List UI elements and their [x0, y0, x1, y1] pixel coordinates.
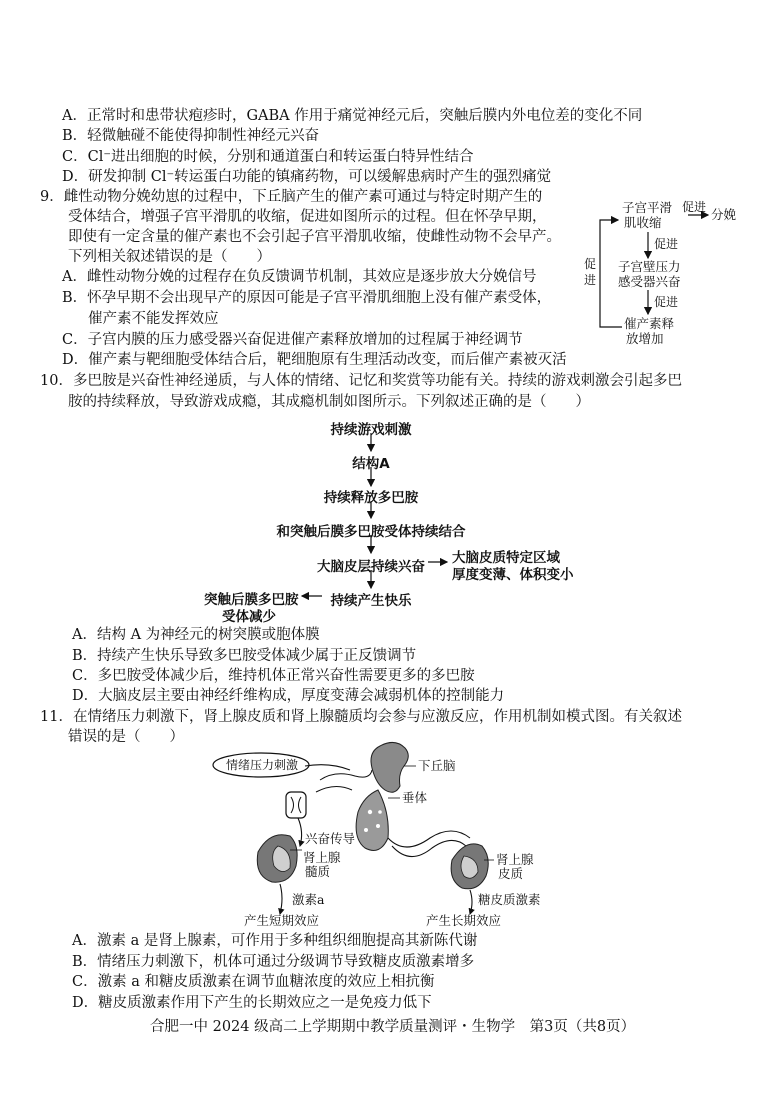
q9-stem-line4: 下列相关叙述错误的是（ ） — [68, 249, 271, 265]
q9-box1-line2: 肌收缩 — [624, 215, 662, 230]
q11-option-c: C．激素 a 和糖皮质激素在调节血糖浓度的效应上相抗衡 — [72, 974, 435, 990]
q9-box1-line1: 子宫平滑 — [622, 200, 673, 215]
q8-option-d: D．研发抑制 Cl⁻转运蛋白功能的镇痛药物，可以缓解患病时产生的强烈痛觉 — [62, 169, 552, 185]
q9-stem-line1: 9．雌性动物分娩幼崽的过程中，下丘脑产生的催产素可通过与特定时期产生的 — [40, 189, 543, 205]
q9-stem-line2: 受体结合，增强子宫平滑肌的收缩，促进如图所示的过程。但在怀孕早期， — [68, 209, 547, 225]
q10-node-receptor-binding: 和突触后膜多巴胺受体持续结合 — [276, 524, 466, 540]
q11-hypothalamus-label: 下丘脑 — [418, 758, 456, 773]
q11-option-d: D．糖皮质激素作用下产生的长期效应之一是免疫力低下 — [72, 995, 432, 1011]
q9-option-c: C．子宫内膜的压力感受器兴奋促进催产素释放增加的过程属于神经调节 — [62, 332, 523, 348]
q10-node-structure-a: 结构A — [352, 456, 390, 472]
q9-option-b-cont: 催产素不能发挥效应 — [88, 311, 219, 327]
q11-long-effect-label: 产生长期效应 — [426, 913, 502, 928]
q11-glucocorticoid-label: 糖皮质激素 — [478, 892, 541, 907]
q11-cortex-label-1: 肾上腺 — [496, 852, 534, 867]
q10-option-d: D．大脑皮层主要由神经纤维构成，厚度变薄会减弱机体的控制能力 — [72, 688, 505, 704]
q9-promote-label-2: 促进 — [654, 237, 679, 251]
q11-short-effect-label: 产生短期效应 — [244, 913, 320, 928]
q9-box2-line2: 感受器兴奋 — [618, 274, 681, 289]
q10-option-b: B．持续产生快乐导致多巴胺受体减少属于正反馈调节 — [72, 648, 417, 664]
q9-result: 分娩 — [711, 207, 737, 222]
q9-promote-label-3: 促进 — [654, 295, 679, 309]
q10-stem-line1: 10．多巴胺是兴奋性神经递质，与人体的情绪、记忆和奖赏等功能有关。持续的游戏刺激会引起多巴 — [40, 373, 682, 389]
q8-option-b: B．轻微触碰不能使得抑制性神经元兴奋 — [62, 128, 320, 144]
q11-medulla-label-2: 髓质 — [305, 864, 331, 879]
q11-stem-line1: 11．在情绪压力刺激下，肾上腺皮质和肾上腺髓质均会参与应激反应，作用机制如模式图。有关叙述 — [40, 709, 682, 725]
q11-pituitary-label: 垂体 — [402, 790, 428, 805]
q9-promote-label-1: 促进 — [682, 200, 707, 214]
q11-stem-line2: 错误的是（ ） — [68, 729, 184, 745]
q10-node-happiness: 持续产生快乐 — [330, 593, 412, 609]
q9-promote-side-label: 促 进 — [584, 257, 597, 287]
q10-node-cortex-region-2: 厚度变薄、体积变小 — [452, 567, 574, 583]
page-footer: 合肥一中 2024 级高二上学期期中教学质量测评・生物学 第3页（共8页） — [150, 1019, 636, 1035]
q8-option-c: C．Cl⁻进出细胞的时候，分别和通道蛋白和转运蛋白特异性结合 — [62, 149, 474, 165]
q9-stem-line3: 即使有一定含量的催产素也不会引起子宫平滑肌收缩，使雌性动物不会早产。 — [68, 229, 561, 245]
q11-option-b: B．情绪压力刺激下，机体可通过分级调节导致糖皮质激素增多 — [72, 954, 475, 970]
q9-box3-line1: 催产素释 — [624, 316, 675, 331]
q9-box2-line1: 子宫壁压力 — [618, 259, 681, 274]
q10-option-a: A．结构 A 为神经元的树突膜或胞体膜 — [72, 627, 320, 643]
q9-box3-line2: 放增加 — [626, 331, 664, 346]
q9-option-b: B．怀孕早期不会出现早产的原因可能是子宫平滑肌细胞上没有催产素受体， — [62, 290, 552, 306]
q11-stimulus: 情绪压力刺激 — [226, 758, 299, 772]
q10-node-receptor-decrease-2: 受体减少 — [222, 609, 276, 625]
q10-node-cortex-excited: 大脑皮层持续兴奋 — [317, 559, 425, 575]
q10-node-game-stimulus: 持续游戏刺激 — [330, 422, 412, 438]
q11-cortex-label-2: 皮质 — [498, 866, 524, 881]
q10-node-cortex-region-1: 大脑皮质特定区域 — [452, 550, 560, 566]
q11-medulla-label-1: 肾上腺 — [303, 850, 341, 865]
q10-node-receptor-decrease-1: 突触后膜多巴胺 — [204, 592, 299, 608]
q9-option-d: D．催产素与靶细胞受体结合后，靶细胞原有生理活动改变，而后催产素被灭活 — [62, 352, 567, 368]
q8-option-a: A．正常时和患带状疱疹时，GABA 作用于痛觉神经元后，突触后膜内外电位差的变化不同 — [62, 108, 643, 124]
q11-option-a: A．激素 a 是肾上腺素，可作用于多种组织细胞提高其新陈代谢 — [72, 933, 478, 949]
q10-stem-line2: 胺的持续释放，导致游戏成瘾，其成瘾机制如图所示。下列叙述正确的是（ ） — [68, 394, 590, 410]
q10-option-c: C．多巴胺受体减少后，维持机体正常兴奋性需要更多的多巴胺 — [72, 668, 475, 684]
q11-hormone-a-label: 激素a — [292, 892, 325, 907]
q9-option-a: A．雌性动物分娩的过程存在负反馈调节机制，其效应是逐步放大分娩信号 — [62, 269, 537, 285]
q10-node-release-dopamine: 持续释放多巴胺 — [323, 490, 419, 506]
q11-conduction-label: 兴奋传导 — [305, 831, 356, 846]
